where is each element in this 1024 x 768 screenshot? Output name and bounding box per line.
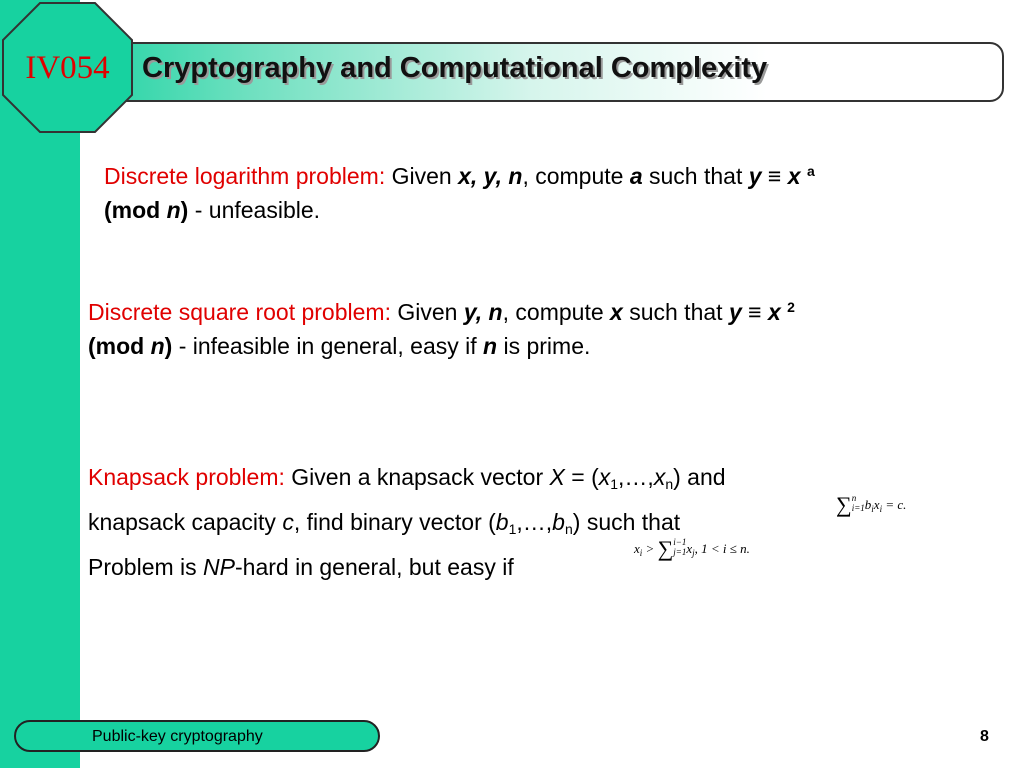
- variable-y: y: [748, 163, 762, 189]
- subscript: 1: [610, 476, 619, 492]
- variable-n: n: [483, 333, 498, 359]
- text-fragment: , compute: [502, 299, 611, 325]
- variable-x: x: [787, 163, 801, 189]
- variable-x: x: [653, 464, 666, 490]
- variables: x, y, n: [458, 163, 523, 189]
- equiv-symbol: ≡: [761, 163, 788, 189]
- variable-b: b: [552, 509, 565, 535]
- footer-label: Public-key cryptography: [92, 728, 263, 745]
- formula-operator: >: [642, 541, 658, 556]
- text-fragment: , find binary vector (: [293, 509, 496, 535]
- mod-open: (mod: [104, 197, 167, 223]
- mod-close: ): [180, 197, 189, 223]
- variable-n: n: [150, 333, 165, 359]
- sum-lower-limit: j=1: [673, 547, 687, 557]
- text-fragment: ,…,: [618, 464, 654, 490]
- formula-term: x: [634, 541, 640, 556]
- discrete-sqrt-label: Discrete square root problem:: [88, 299, 391, 325]
- sigma-symbol: ∑: [657, 536, 674, 561]
- text-fragment: Given: [385, 163, 459, 189]
- formula-term: b: [864, 497, 872, 512]
- superincreasing-formula: [634, 536, 750, 562]
- discrete-log-label: Discrete logarithm problem:: [104, 163, 386, 189]
- formula-subscript: i: [879, 504, 883, 514]
- discrete-log-paragraph: [104, 154, 1004, 227]
- equiv-symbol: ≡: [741, 299, 768, 325]
- mod-open: (mod: [88, 333, 151, 359]
- variable-x: x: [598, 464, 611, 490]
- text-fragment: ,…,: [516, 509, 553, 535]
- subscript: 1: [508, 521, 517, 537]
- formula-subscript: i: [639, 548, 643, 558]
- sum-upper-limit: i−1: [673, 537, 687, 547]
- formula-subscript: i: [871, 504, 874, 514]
- variable-x: x: [767, 299, 781, 325]
- formula-subscript: j: [692, 548, 695, 558]
- variables: y, n: [463, 299, 503, 325]
- sum-upper-limit: n: [851, 493, 857, 503]
- formula-term: x: [873, 497, 880, 512]
- slide-title: Cryptography and Computational Complexity: [142, 52, 768, 84]
- text-fragment: -hard in general, but easy if: [235, 554, 514, 580]
- variable-y: y: [728, 299, 742, 325]
- text-fragment: , compute: [522, 163, 630, 189]
- variable-c: c: [282, 509, 294, 535]
- sum-formula: [836, 492, 906, 518]
- variable-a: a: [629, 163, 643, 189]
- subscript: n: [564, 521, 573, 537]
- variable-x: x: [610, 299, 623, 325]
- text-fragment: - unfeasible.: [188, 197, 321, 223]
- course-code: IV054: [25, 50, 110, 86]
- formula-condition: , 1 < i ≤ n.: [694, 541, 750, 556]
- exponent: 2: [787, 299, 795, 315]
- text-fragment: Problem is: [88, 554, 204, 580]
- page-number: 8: [980, 728, 989, 745]
- text-fragment: - infeasible in general, easy if: [172, 333, 484, 359]
- discrete-sqrt-paragraph: [88, 290, 1004, 363]
- subscript: n: [665, 476, 674, 492]
- variable-X: X: [549, 464, 565, 490]
- text-fragment: is prime.: [497, 333, 591, 359]
- formula-term: x: [686, 541, 693, 556]
- text-fragment: such that: [642, 163, 749, 189]
- exponent: a: [806, 163, 815, 179]
- text-fragment: such that: [622, 299, 729, 325]
- text-fragment: ) and: [673, 464, 726, 490]
- text-fragment: Given a knapsack vector: [284, 464, 550, 490]
- np-term: NP: [203, 554, 235, 580]
- text-fragment: Given: [390, 299, 464, 325]
- formula-rhs: = c.: [882, 497, 907, 512]
- knapsack-label: Knapsack problem:: [88, 464, 285, 490]
- variable-b: b: [495, 509, 509, 535]
- sigma-symbol: ∑: [836, 492, 852, 517]
- text-fragment: knapsack capacity: [88, 509, 283, 535]
- text-fragment: ) such that: [572, 509, 681, 535]
- variable-n: n: [166, 197, 181, 223]
- mod-close: ): [164, 333, 173, 359]
- knapsack-paragraph: [88, 458, 888, 586]
- text-fragment: = (: [564, 464, 599, 490]
- sum-lower-limit: i=1: [851, 503, 865, 513]
